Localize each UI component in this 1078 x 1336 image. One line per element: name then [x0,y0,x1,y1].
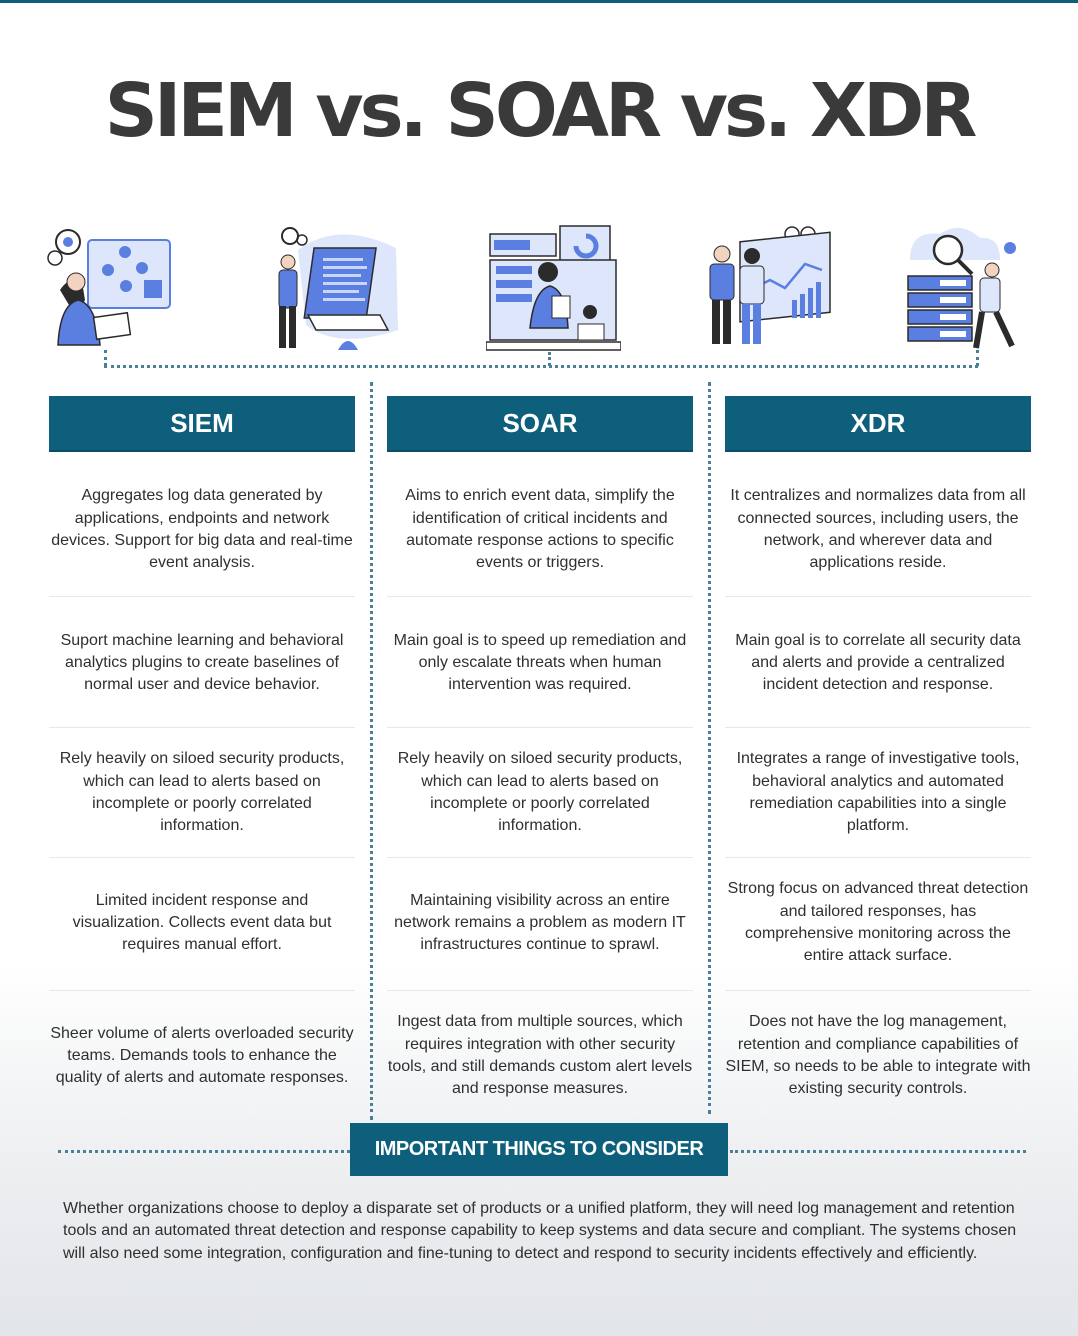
soar-row-5-text: Ingest data from multiple sources, which requires integration with other security tools, and still demands custom alert levels and response measures. [387,1013,693,1098]
xdr-row-5 [725,996,1031,1116]
connector-tick [104,350,107,366]
siem-row-2 [49,603,355,723]
consider-paragraph: Whether organizations choose to deploy a disparate set of products or a unified platform, they will need log management and retention tools and an automated threat detection and response capability to keep systems and data secure and compliant. The systems chosen will also need some integration, configuration and fine-tuning to detect and respond to security incidents effectively and efficiently. [63,1200,1017,1262]
column-header-siem: SIEM [49,396,355,450]
xdr-row-3 [725,733,1031,853]
soar-row-2 [387,603,693,723]
siem-row-3-text: Rely heavily on siloed security products, which can lead to alerts based on incomplete or poorly correlated information. [59,750,345,835]
row-separator [725,990,1031,991]
row-separator [725,857,1031,858]
developer-code-illustration [268,220,400,360]
row-separator [387,857,693,858]
siem-row-1 [49,470,355,590]
row-separator [49,596,355,597]
siem-row-4-text: Limited incident response and visualization. Collects event data but requires manual effort. [72,891,332,954]
xdr-row-1-text: It centralizes and normalizes data from all connected sources, including users, the network, and wherever data and applications reside. [730,487,1026,572]
row-separator [387,596,693,597]
page-title: SIEM vs. SOAR vs. XDR [104,68,974,154]
siem-row-3 [49,733,355,853]
row-separator [49,990,355,991]
xdr-row-5-text: Does not have the log management, retention and compliance capabilities of SIEM, so needs to be able to integrate with existing security controls. [725,1013,1031,1098]
xdr-row-2-text: Main goal is to correlate all security data and alerts and provide a centralized incident detection and response. [735,631,1021,694]
soar-row-5 [387,996,693,1116]
xdr-row-1 [725,470,1031,590]
illustration-connector-line [104,365,978,368]
row-separator [387,990,693,991]
row-separator [387,727,693,728]
consider-heading: IMPORTANT THINGS TO CONSIDER [350,1123,728,1176]
analyst-dashboard-illustration [40,220,175,360]
siem-row-4 [49,863,355,983]
connector-tick [548,352,551,366]
siem-row-2-text: Suport machine learning and behavioral analytics plugins to create baselines of normal user and device behavior. [60,631,344,694]
row-separator [725,727,1031,728]
siem-row-5 [49,996,355,1116]
siem-row-5-text: Sheer volume of alerts overloaded security teams. Demands tools to enhance the quality of alerts and automate responses. [50,1024,354,1087]
soar-row-1 [387,470,693,590]
team-meeting-illustration [486,220,621,360]
data-analytics-illustration [700,220,835,360]
column-header-xdr: XDR [725,396,1031,450]
soar-row-3-text: Rely heavily on siloed security products, which can lead to alerts based on incomplete or poorly correlated information. [397,750,683,835]
soar-row-4 [387,863,693,983]
consider-line-right [730,1150,1026,1153]
column-header-soar: SOAR [387,396,693,450]
server-inspection-illustration [900,220,1030,360]
consider-line-left [58,1150,350,1153]
top-accent-line [0,0,1078,3]
column-divider [370,382,373,1120]
connector-tick [976,350,979,366]
xdr-row-2 [725,603,1031,723]
column-divider [708,382,711,1114]
row-separator [725,596,1031,597]
row-separator [49,727,355,728]
soar-row-4-text: Maintaining visibility across an entire network remains a problem as modern IT infrastructures continue to sprawl. [394,891,686,954]
soar-row-1-text: Aims to enrich event data, simplify the identification of critical incidents and automate response actions to specific events or triggers. [405,487,675,572]
siem-row-1-text: Aggregates log data generated by applications, endpoints and network devices. Support for big data and real-time event analysis. [51,487,353,572]
xdr-row-3-text: Integrates a range of investigative tools, behavioral analytics and automated remediation capabilities into a single platform. [736,750,1020,835]
xdr-row-4-text: Strong focus on advanced threat detection and tailored responses, has comprehensive monitoring across the entire attack surface. [727,880,1029,965]
soar-row-2-text: Main goal is to speed up remediation and only escalate threats when human intervention was required. [393,631,687,694]
soar-row-3 [387,733,693,853]
row-separator [49,857,355,858]
xdr-row-4 [725,863,1031,983]
